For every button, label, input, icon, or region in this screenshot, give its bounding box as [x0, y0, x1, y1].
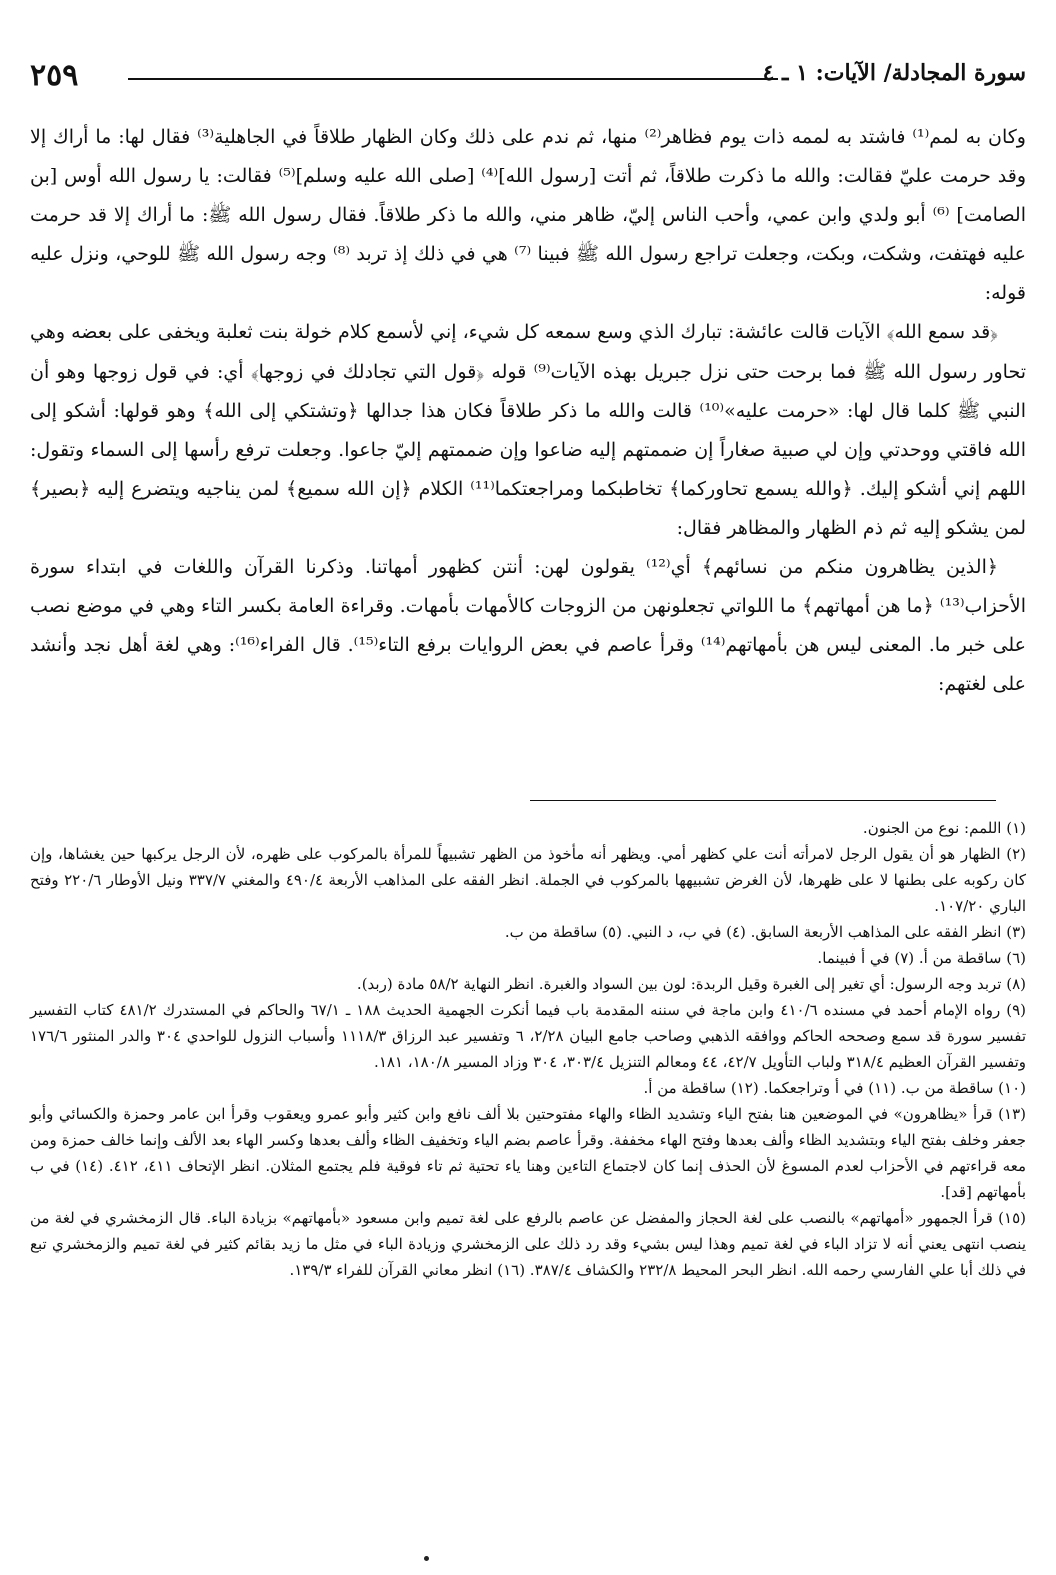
footnotes — [30, 815, 1026, 1283]
paragraph: ﴿قد سمع الله﴾ الآيات قالت عائشة: تبارك الذي وسع سمعه كل شيء، إني لأسمع كلام خولة بنت ثعلبة ويخفى على بعضه وهي تحاور رسول الله ﷺ فما برحت حتى نزل جبريل بهذه الآيات⁽⁹⁾ قوله ﴿قول التي تجادلك في زوجها﴾ أي: في قول زوجها وهو أن النبي ﷺ كلما قال لها: «حرمت عليه»⁽¹⁰⁾ قالت والله ما ذكر طلاقاً فكان هذا جدالها ﴿وتشتكي إلى الله﴾ وهو قولها: أشكو إلى الله فاقتي ووحدتي وإن لي صبية صغاراً إن ضممتهم إليه ضاعوا وإن ضممتهم إليّ جاعوا. وجعلت ترفع رأسها إلى السماء وتقول: اللهم إني أشكو إليك. ﴿والله يسمع تحاوركما﴾ تخاطبكما ومراجعتكما⁽¹¹⁾ الكلام ﴿إن الله سميع﴾ لمن يناجيه ويتضرع إليه ﴿بصير﴾ لمن يشكو إليه ثم ذم الظهار والمظاهر فقال: — [30, 321, 1027, 539]
page-bottom-mark — [424, 1556, 429, 1561]
footnote: (١٠) ساقطة من ب. (١١) في أ وتراجعكما. (١٢) ساقطة من أ. — [643, 1079, 1026, 1097]
footnote: (١٣) قرأ «يظاهرون» في الموضعين هنا بفتح الياء وتشديد الظاء والهاء مفتوحتين بلا ألف نافع وابن كثير وأبو عمرو ويعقوب وقرأ ابن عامر وحمزة والكسائي وأبو جعفر وخلف بفتح الياء وبتشديد الظاء وألف بعدها وفتح الهاء مخففة. وقرأ عاصم بضم الياء وتخفيف الظاء وألف بعدها وكسر الهاء بعد الألف وإنما خالف حمزة ومن معه قراءتهم في الأحزاب لعدم المسوغ لأن الحذف إنما كان لاجتماع التاءين وهنا ياء تحتية ثم تاء فوقية فلم يجتمع المثلان. انظر الإتحاف ٤١١، ٤١٢. (١٤) في ب بأمهاتهم [قد]. — [30, 1105, 1026, 1201]
paragraph: ﴿الذين يظاهرون منكم من نسائهم﴾ أي⁽¹²⁾ يقولون لهن: أنتن كظهور أمهاتنا. وذكرنا القرآن واللغات في ابتداء سورة الأحزاب⁽¹³⁾ ﴿ما هن أمهاتهم﴾ ما اللواتي تجعلونهن من الزوجات كالأمهات بأمهات. وقراءة العامة بكسر التاء وهي في موضع نصب على خبر ما. المعنى ليس هن بأمهاتهم⁽¹⁴⁾ وقرأ عاصم في بعض الروايات برفع التاء⁽¹⁵⁾. قال الفراء⁽¹⁶⁾: وهي لغة أهل نجد وأنشد على لغتهم: — [30, 556, 1026, 696]
footnote: (٢) الظهار هو أن يقول الرجل لامرأته أنت علي كظهر أمي. ويظهر أنه مأخوذ من الظهر تشبيهاً للمرأة بالمركوب على ظهره، لأن الرجل يركبها حين يغشاها، وإن كان ركوبه على بطنها لا على ظهرها، لأن الغرض تشبيهها بالمركوب في الجملة. انظر الفقه على المذاهب الأربعة ٤٩٠/٤ والمغني ٣٣٧/٧ ونيل الأوطار ٢٢٠/٦ وفتح الباري ١٠٧/٢٠. — [30, 845, 1026, 915]
footnote: (٩) رواه الإمام أحمد في مسنده ٤١٠/٦ وابن ماجة في سننه المقدمة باب فيما أنكرت الجهمية الحديث ١٨٨ ـ ٦٧/١ والحاكم في المستدرك ٤٨١/٢ كتاب التفسير تفسير سورة قد سمع وصححه الحاكم ووافقه الذهبي وصاحب جامع البيان ٢/٢٨، ٦ وتفسير عبد الرزاق ١١١٨/٣ وأسباب النزول للواحدي ٣٠٤ والدر المنثور ١٧٦/٦ وتفسير القرآن العظيم ٣١٨/٤ ولباب التأويل ٤٢/٧، ٤٤ ومعالم التنزيل ٣٠٣/٤، ٣٠٤ وزاد المسير ١٨٠/٨، ١٨١. — [30, 1001, 1027, 1071]
page-number: ٢٥٩ — [30, 58, 79, 93]
footnote: (٣) انظر الفقه على المذاهب الأربعة السابق. (٤) في ب، د النبي. (٥) ساقطة من ب. — [504, 923, 1026, 941]
paragraph: وكان به لمم⁽¹⁾ فاشتد به لممه ذات يوم فظاهر⁽²⁾ منها، ثم ندم على ذلك وكان الظهار طلاقاً في الجاهلية⁽³⁾ فقال لها: ما أراك إلا وقد حرمت عليّ فقالت: والله ما ذكرت طلاقاً، ثم أتت [رسول الله]⁽⁴⁾ [صلى الله عليه وسلم]⁽⁵⁾ فقالت: يا رسول الله أوس [بن الصامت] ⁽⁶⁾ أبو ولدي وابن عمي، وأحب الناس إليّ، ظاهر مني، والله ما ذكر طلاقاً. فقال رسول الله ﷺ: ما أراك إلا قد حرمت عليه فهتفت، وشكت، وبكت، وجعلت تراجع رسول الله ﷺ فبينا ⁽⁷⁾ هي في ذلك إذ تربد ⁽⁸⁾ وجه رسول الله ﷺ للوحي، ونزل عليه قوله: — [30, 126, 1027, 305]
header-rule — [128, 78, 778, 80]
running-title: سورة المجادلة/ الآيات: ١ ـ ٤ — [762, 60, 1026, 86]
footnote: (١٥) قرأ الجمهور «أمهاتهم» بالنصب على لغة الحجاز والمفضل عن عاصم بالرفع على لغة تميم وابن مسعود «بأمهاتهم» بزيادة الباء. قال الزمخشري في لغة من ينصب انتهى يعني أنه لا تزاد الباء في لغة تميم وهذا ليس بشيء وقد رد ذلك على الزمخشري وزيادة الباء في مثل ما زيد بقائم كثير في لغة تميم والزمخشري تبع في ذلك أبا علي الفارسي رحمه الله. انظر البحر المحيط ٢٣٢/٨ والكشاف ٣٨٧/٤. (١٦) انظر معاني القرآن للفراء ١٣٩/٣. — [30, 1209, 1026, 1279]
footnote: (١) اللمم: نوع من الجنون. — [862, 819, 1026, 837]
page-header — [30, 56, 1026, 96]
footnote: (٨) تربد وجه الرسول: أي تغير إلى الغبرة وقيل الربدة: لون بين السواد والغبرة. انظر النهاية ٥٨/٢ مادة (ربد). — [356, 975, 1026, 993]
footnote-separator — [530, 800, 996, 801]
footnote: (٦) ساقطة من أ. (٧) في أ فبينما. — [817, 949, 1026, 967]
main-text — [30, 118, 1026, 704]
